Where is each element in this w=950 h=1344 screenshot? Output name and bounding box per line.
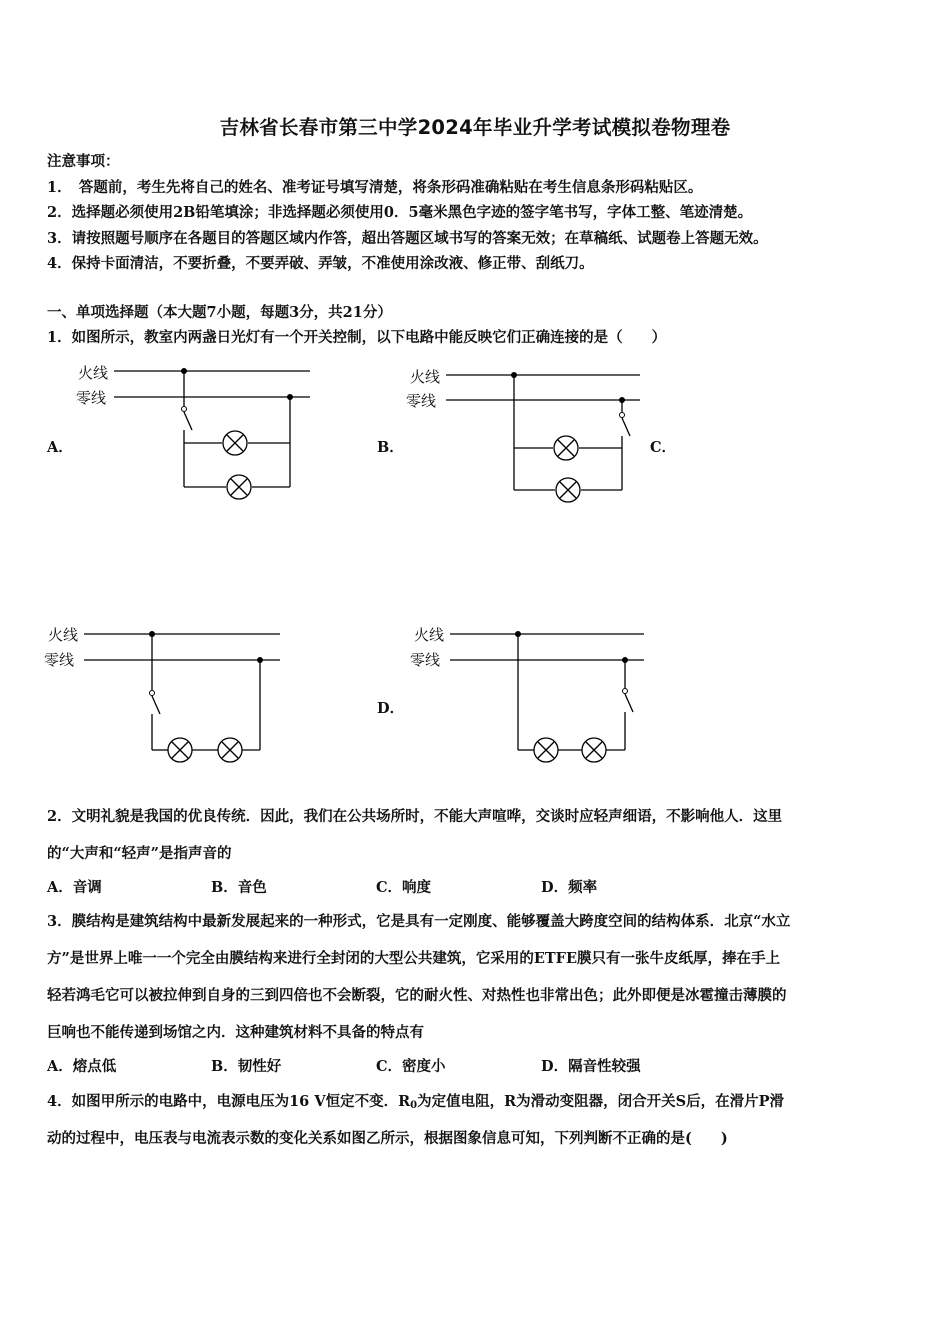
option-c-label: C． [650, 439, 677, 456]
notice-heading: 注意事项： [47, 153, 120, 170]
notice-item: 3．请按照题号顺序在各题目的答题区域内作答，超出答题区域书写的答案无效；在草稿纸、试题卷上答题无效。 [47, 230, 768, 247]
q3-option-a: A．熔点低 [47, 1058, 117, 1075]
option-b-label: B． [377, 439, 404, 456]
neutral-wire-label: 零线 [406, 392, 437, 410]
option-d-label: D． [377, 700, 405, 717]
q2-option-b: B．音色 [211, 879, 267, 896]
neutral-wire-label: 零线 [410, 651, 441, 669]
question-4-stem: 动的过程中，电压表与电流表示数的变化关系如图乙所示，根据图象信息可知，下列判断不正确的是( ) [47, 1130, 728, 1147]
neutral-wire-label: 零线 [44, 651, 75, 669]
question-2-stem: 2．文明礼貌是我国的优良传统．因此，我们在公共场所时，不能大声喧哗，交谈时应轻声细语，不影响他人．这里 [47, 808, 783, 825]
q3-option-d: D．隔音性较强 [541, 1058, 641, 1075]
question-3-stem: 巨响也不能传递到场馆之内．这种建筑材料不具备的特点有 [47, 1024, 424, 1041]
notice-item: 4．保持卡面清洁，不要折叠，不要弄破、弄皱，不准使用涂改液、修正带、刮纸刀。 [47, 255, 594, 272]
question-3-stem: 3．膜结构是建筑结构中最新发展起来的一种形式，它是具有一定刚度、能够覆盖大跨度空间的结构体系．北京“水立 [47, 913, 791, 930]
question-3-stem: 轻若鸿毛它可以被拉伸到自身的三到四倍也不会断裂，它的耐火性、对热性也非常出色；此外即便是冰雹撞击薄膜的 [47, 987, 787, 1004]
section-heading: 一、单项选择题（本大题7小题，每题3分，共21分） [47, 304, 392, 321]
circuit-diagram-b [400, 364, 660, 514]
q2-option-a: A．音调 [47, 879, 102, 896]
circuit-diagram-c [40, 624, 300, 774]
question-2-stem: 的“大声和“轻声”是指声音的 [47, 845, 232, 862]
circuit-diagram-d [404, 624, 664, 774]
live-wire-label: 火线 [78, 364, 109, 382]
question-3-stem: 方”是世界上唯一一个完全由膜结构来进行全封闭的大型公共建筑，它采用的ETFE膜只有一张牛皮纸厚，捧在手上 [47, 950, 781, 967]
q3-option-b: B．韧性好 [211, 1058, 282, 1075]
q2-option-d: D．频率 [541, 879, 598, 896]
q3-option-c: C．密度小 [376, 1058, 446, 1075]
option-a-label: A． [47, 439, 73, 456]
notice-item: 2．选择题必须使用2B铅笔填涂；非选择题必须使用0．5毫米黑色字迹的签字笔书写，字体工整、笔迹清楚。 [47, 204, 753, 221]
live-wire-label: 火线 [410, 368, 441, 386]
notice-item: 1． 答题前，考生先将自己的姓名、准考证号填写清楚，将条形码准确粘贴在考生信息条形码粘贴区。 [47, 179, 703, 196]
live-wire-label: 火线 [414, 626, 445, 644]
question-4-stem: 4．如图甲所示的电路中，电源电压为16 V恒定不变．$R_0$为定值电阻，R为滑动变阻器，闭合开关S后，在滑片P滑 [47, 1093, 785, 1111]
circuit-diagram-a [70, 360, 330, 510]
live-wire-label: 火线 [48, 626, 79, 644]
q2-option-c: C．响度 [376, 879, 432, 896]
question-1-stem: 1．如图所示，教室内两盏日光灯有一个开关控制，以下电路中能反映它们正确连接的是（ ） [47, 329, 667, 346]
page-title: 吉林省长春市第三中学2024年毕业升学考试模拟卷物理卷 [219, 116, 731, 139]
neutral-wire-label: 零线 [76, 389, 107, 407]
